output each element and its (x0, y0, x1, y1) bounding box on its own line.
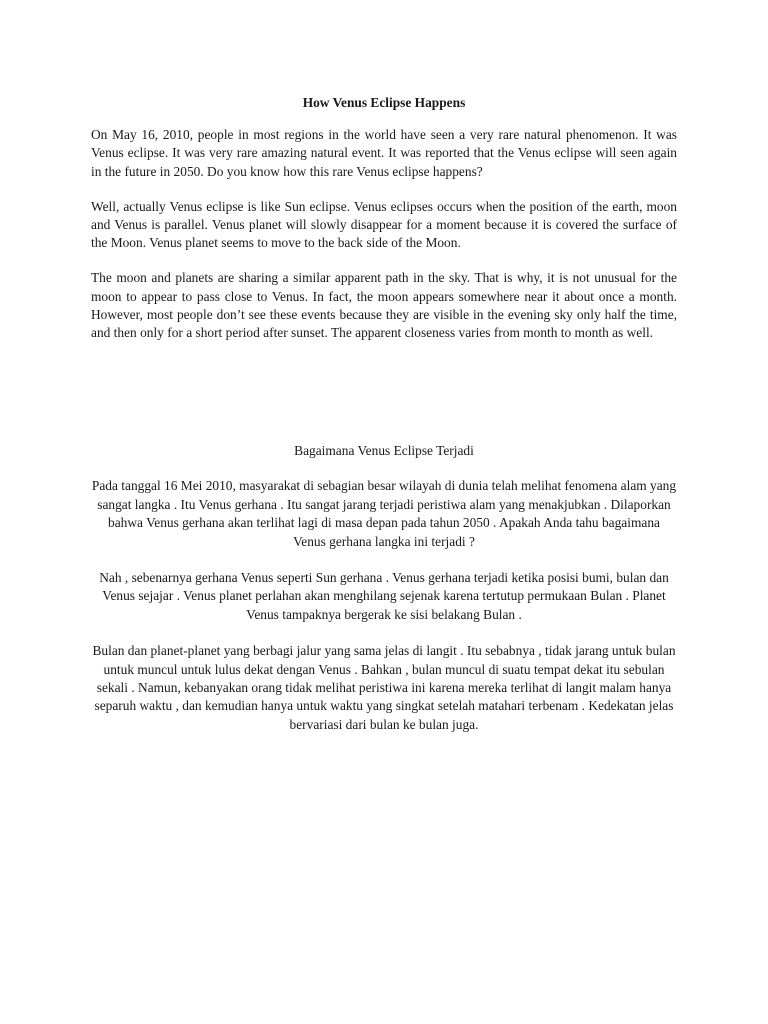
indonesian-paragraph-3: Bulan dan planet-planet yang berbagi jalur yang sama jelas di langit . Itu sebabnya , tidak jarang untuk bulan untuk muncul untuk lulus dekat dengan Venus . Bahkan , bulan muncul di suatu tempat dekat itu sebulan sekali . Namun, kebanyakan orang tidak melihat peristiwa ini karena mereka terlihat di langit malam hanya separuh waktu , dan kemudian hanya untuk waktu yang singkat setelah matahari terbenam . Kedekatan jelas bervariasi dari bulan ke bulan juga. (92, 643, 676, 732)
english-paragraph-1: On May 16, 2010, people in most regions in the world have seen a very rare natural phenomenon. It was Venus eclipse. It was very rare amazing natural event. It was reported that the Venus eclipse will seen again in the future in 2050. Do you know how this rare Venus eclipse happens? (91, 127, 677, 179)
english-paragraph-2: Well, actually Venus eclipse is like Sun eclipse. Venus eclipses occurs when the position of the earth, moon and Venus is parallel. Venus planet will slowly disappear for a moment because it is covered the surface of the Moon. Venus planet seems to move to the back side of the Moon. (91, 198, 677, 251)
english-title: How Venus Eclipse Happens (302, 95, 466, 110)
indonesian-section (91, 442, 677, 752)
indonesian-title: Bagaimana Venus Eclipse Terjadi (294, 443, 474, 458)
indonesian-paragraph-2: Nah , sebenarnya gerhana Venus seperti Sun gerhana . Venus gerhana terjadi ketika posisi bumi, bulan dan Venus sejajar . Venus planet perlahan akan menghilang sejenak karena tertutup permukaan Bulan . Planet Venus tampaknya bergerak ke sisi belakang Bulan . (99, 570, 669, 622)
english-section (91, 94, 677, 359)
indonesian-paragraph-1: Pada tanggal 16 Mei 2010, masyarakat di sebagian besar wilayah di dunia telah melihat fenomena alam yang sangat langka . Itu Venus gerhana . Itu sangat jarang terjadi peristiwa alam yang menakjubkan . Dilaporkan bahwa Venus gerhana akan terlihat lagi di masa depan pada tahun 2050 . Apakah Anda tahu bagaimana Venus gerhana langka ini terjadi ? (91, 478, 677, 549)
english-paragraph-3: The moon and planets are sharing a similar apparent path in the sky. That is why, it is not unusual for the moon to appear to pass close to Venus. In fact, the moon appears somewhere near it about once a month. However, most people don’t see these events because they are visible in the evening sky only half the time, and then only for a short period after sunset. The apparent closeness varies from month to month as well. (91, 270, 677, 341)
